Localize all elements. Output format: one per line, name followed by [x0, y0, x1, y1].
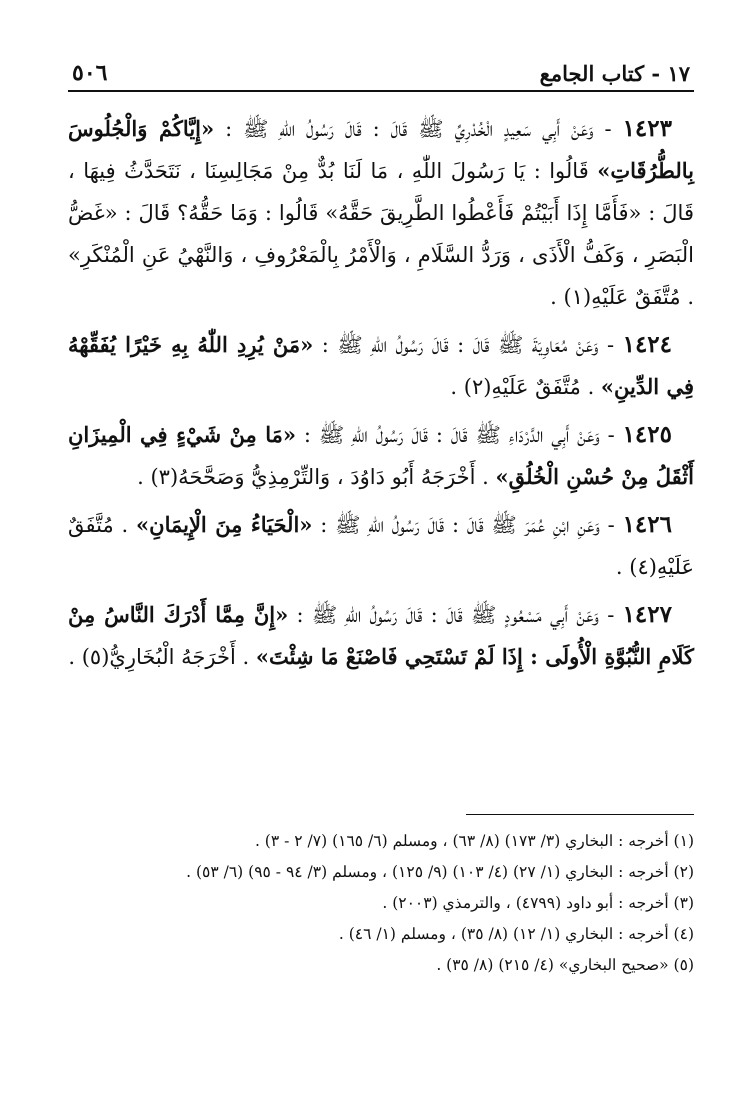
hadith-number: ١٤٢٣: [622, 115, 672, 142]
hadith-number: ١٤٢٧: [622, 601, 672, 628]
hadith-quote: «الْحَيَاءُ مِنَ الْإِيمَانِ»: [136, 512, 313, 537]
footnote-5: (٥) «صحيح البخاري» (٤/ ٢١٥) (٨/ ٣٥) .: [436, 956, 694, 974]
hadith-narration: - وَعَنْ مُعَاوِيَةَ ﷺ قَالَ : قَالَ رَسُولُ اللّٰهِ ﷺ :: [313, 333, 623, 357]
hadith-narration: - وَعَنِ ابْنِ عُمَرَ ﷺ قَالَ : قَالَ رَسُولُ اللّٰهِ ﷺ :: [312, 513, 623, 537]
book-page: [68, 52, 694, 1052]
running-header: [68, 52, 694, 92]
hadith-number: ١٤٢٤: [622, 331, 673, 358]
footnote-3: (٣) أخرجه : أبو داود (٤٧٩٩) ، والترمذي (٢٠٠٣) .: [382, 894, 694, 912]
hadith-continuation: . أَخْرَجَهُ الْبُخَارِيُّ(٥) .: [68, 645, 256, 669]
hadith-continuation: . أَخْرَجَهُ أَبُو دَاوُدَ ، وَالتِّرْمِذِيُّ وَصَحَّحَهُ(٣) .: [137, 465, 496, 489]
hadith-1423: [68, 108, 694, 318]
hadith-quote: «إِنَّ مِمَّا أَدْرَكَ النَّاسُ مِنْ كَلَامِ النُّبُوَّةِ الْأُولَى : إِذَا لَمْ تَسْتَحِي فَاصْنَعْ مَا شِئْتَ»: [68, 602, 694, 669]
hadith-1425: [68, 414, 694, 498]
footnotes-separator: [466, 814, 694, 815]
hadith-continuation: . مُتَّفَقٌ عَلَيْهِ(٤) .: [68, 513, 694, 579]
hadith-text-body: [68, 108, 694, 684]
page-number: ٥٠٦: [72, 60, 108, 86]
hadith-1424: [68, 324, 694, 408]
footnote-1: (١) أخرجه : البخاري (٣/ ١٧٣) (٨/ ٦٣) ، ومسلم (٦/ ١٦٥) (٧/ ٢ - ٣) .: [254, 832, 694, 850]
hadith-continuation: قَالُوا : يَا رَسُولَ اللّٰهِ ، مَا لَنَا بُدٌّ مِنْ مَجَالِسِنَا ، نَتَحَدَّثُ فِيهَا ، قَالَ : «فَأَمَّا إِذَا أَبَيْتُمْ فَأَعْطُوا الطَّرِيقَ حَقَّهُ» قَالُوا : وَمَا حَقُّهُ؟ قَالَ : «غَضُّ الْبَصَرِ ، وَكَفُّ الْأَذَى ، وَرَدُّ السَّلَامِ ، وَالْأَمْرُ بِالْمَعْرُوفِ ، وَالنَّهْيُ عَنِ الْمُنْكَرِ» . مُتَّفَقٌ عَلَيْهِ(١) .: [68, 159, 694, 309]
hadith-quote: «مَنْ يُرِدِ اللّٰهُ بِهِ خَيْرًا يُفَقِّهْهُ فِي الدِّينِ»: [68, 332, 694, 399]
hadith-1426: [68, 504, 694, 588]
hadith-continuation: . مُتَّفَقٌ عَلَيْهِ(٢) .: [450, 375, 601, 399]
hadith-narration: - وَعَنْ أَبِي مَسْعُودٍ ﷺ قَالَ : قَالَ رَسُولُ اللّٰهِ ﷺ :: [288, 603, 623, 627]
hadith-number: ١٤٢٦: [622, 511, 672, 538]
footnotes: [68, 826, 694, 981]
footnote-4: (٤) أخرجه : البخاري (١/ ١٢) (٨/ ٣٥) ، ومسلم (١/ ٤٦) .: [338, 925, 694, 943]
hadith-narration: - وَعَنْ أَبِي سَعِيدٍ الْخُدْرِيِّ ﷺ قَالَ : قَالَ رَسُولُ اللّٰهِ ﷺ :: [214, 117, 623, 141]
footnote-2: (٢) أخرجه : البخاري (١/ ٢٧) (٤/ ١٠٣) (٩/ ١٢٥) ، ومسلم (٣/ ٩٤ - ٩٥) (٦/ ٥٣) .: [186, 863, 694, 881]
hadith-quote: «إِيَّاكُمْ وَالْجُلُوسَ بِالطُّرُقَاتِ»: [68, 116, 694, 183]
chapter-title: ١٧ - كتاب الجامع: [539, 61, 690, 86]
hadith-narration: - وَعَنْ أَبِي الدَّرْدَاءِ ﷺ قَالَ : قَالَ رَسُولُ اللّٰهِ ﷺ :: [296, 423, 623, 447]
hadith-number: ١٤٢٥: [622, 421, 672, 448]
hadith-quote: «مَا مِنْ شَيْءٍ فِي الْمِيزَانِ أَثْقَلُ مِنْ حُسْنِ الْخُلُقِ»: [68, 422, 694, 489]
hadith-1427: [68, 594, 694, 678]
